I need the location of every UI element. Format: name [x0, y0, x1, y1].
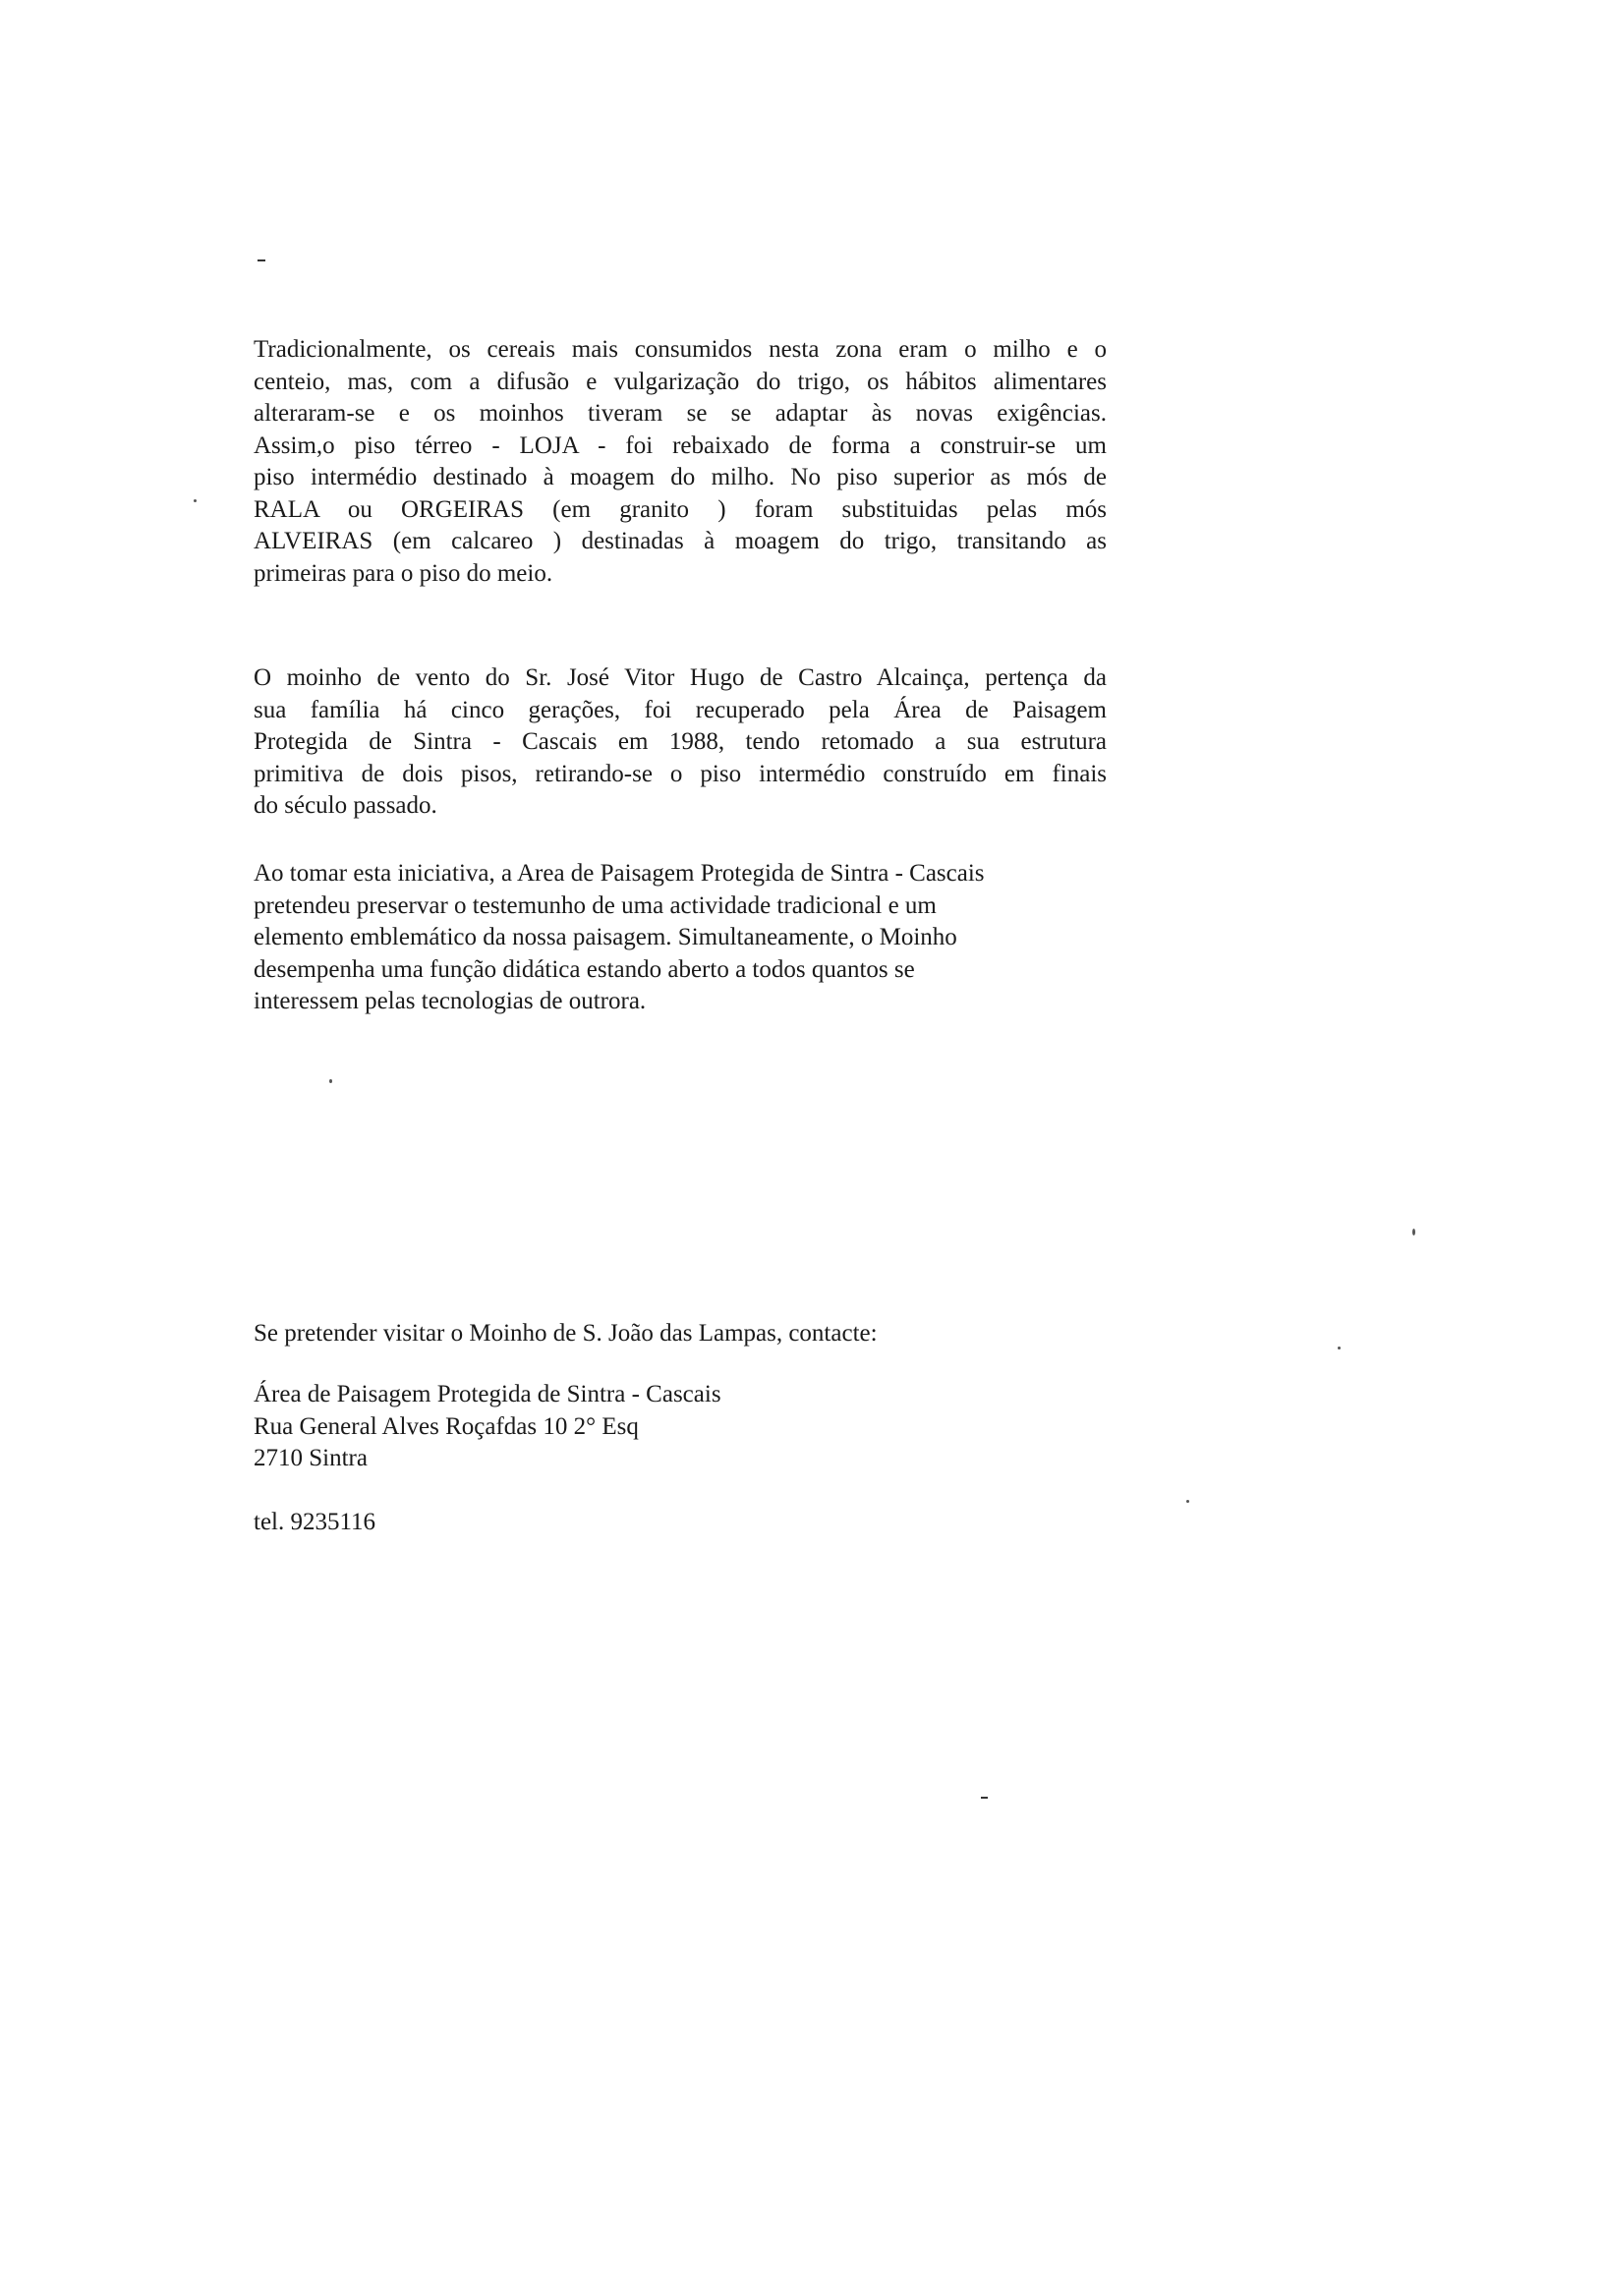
- text-line: primitiva de dois pisos, retirando-se o piso intermédio construído em finais: [254, 760, 1107, 787]
- text-line: interessem pelas tecnologias de outrora.: [254, 988, 647, 1014]
- text-line: desempenha uma função didática estando aberto a todos quantos se: [254, 955, 915, 983]
- scan-mark: [981, 1797, 988, 1799]
- contact-phone: [254, 1507, 1107, 1539]
- contact-address: [254, 1379, 1107, 1475]
- text-line: Protegida de Sintra - Cascais em 1988, tendo retomado a sua estrutura: [254, 728, 1107, 755]
- phone-line: tel. 9235116: [254, 1509, 376, 1535]
- text-line: Se pretender visitar o Moinho de S. João das Lampas, contacte:: [254, 1320, 878, 1347]
- text-line: piso intermédio destinado à moagem do milho. No piso superior as mós de: [254, 464, 1107, 490]
- scan-speck: [1338, 1347, 1341, 1349]
- paragraph-recovery: [254, 662, 1107, 823]
- scan-mark: [258, 259, 265, 261]
- paragraph-history: [254, 334, 1107, 590]
- address-line: Rua General Alves Roçafdas 10 2° Esq: [254, 1412, 639, 1440]
- text-line: pretendeu preservar o testemunho de uma actividade tradicional e um: [254, 891, 937, 919]
- text-line: ALVEIRAS (em calcareo ) destinadas à moagem do trigo, transitando as: [254, 528, 1107, 554]
- text-line: centeio, mas, com a difusão e vulgarização do trigo, os hábitos alimentares: [254, 368, 1107, 395]
- text-line: primeiras para o piso do meio.: [254, 559, 553, 587]
- text-line: alteraram-se e os moinhos tiveram se se adaptar às novas exigências.: [254, 400, 1107, 427]
- scan-speck: [1412, 1229, 1415, 1235]
- paragraph-initiative: [254, 858, 1107, 1018]
- text-line: Tradicionalmente, os cereais mais consumidos nesta zona eram o milho e o: [254, 336, 1107, 363]
- scan-speck: [329, 1079, 332, 1083]
- text-line: Assim,o piso térreo - LOJA - foi rebaixado de forma a construir-se um: [254, 431, 1107, 459]
- address-line: 2710 Sintra: [254, 1445, 368, 1471]
- address-line: Área de Paisagem Protegida de Sintra - Cascais: [254, 1381, 721, 1407]
- text-line: RALA ou ORGEIRAS (em granito ) foram substituidas pelas mós: [254, 495, 1107, 523]
- scan-speck: [1186, 1500, 1189, 1503]
- text-line: do século passado.: [254, 792, 437, 819]
- text-line: elemento emblemático da nossa paisagem. Simultaneamente, o Moinho: [254, 924, 957, 950]
- visit-instruction: [254, 1318, 1107, 1350]
- text-line: Ao tomar esta iniciativa, a Area de Paisagem Protegida de Sintra - Cascais: [254, 860, 985, 887]
- text-line: sua família há cinco gerações, foi recuperado pela Área de Paisagem: [254, 696, 1107, 723]
- text-line: O moinho de vento do Sr. José Vitor Hugo de Castro Alcainça, pertença da: [254, 664, 1107, 691]
- scan-speck: [194, 499, 197, 502]
